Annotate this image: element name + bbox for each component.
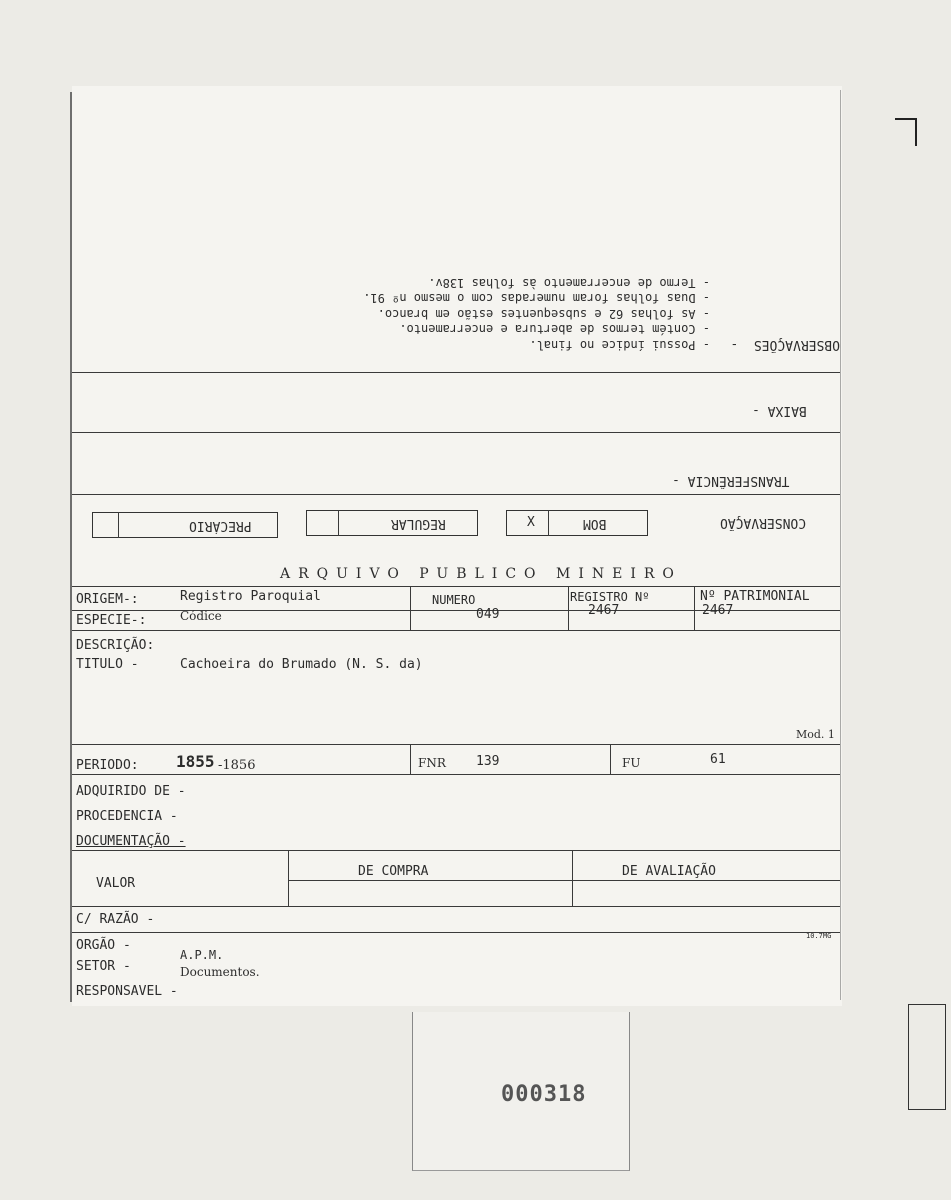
stamp-number: 000318 <box>501 1082 587 1107</box>
observacoes-label: OBSERVAÇÕES - <box>730 337 840 352</box>
divider <box>72 744 840 745</box>
observacao-line: - Duas folhas foram numeradas com o mesmo nº 91. <box>363 291 710 306</box>
observacao-line: - Possui índice no final. <box>529 338 710 352</box>
responsavel-label: RESPONSAVEL - <box>76 984 178 999</box>
periodo-label: PERIODO: <box>76 758 139 773</box>
registro-label: REGISTRO Nº <box>570 590 650 604</box>
stamp-card <box>412 1012 630 1171</box>
column-divider <box>288 850 289 906</box>
registro-value: 2467 <box>588 603 620 618</box>
divider <box>72 906 840 907</box>
fu-label: FU <box>622 756 641 770</box>
divider <box>72 432 840 433</box>
conservacao-label: CONSERVAÇÃO <box>720 515 807 530</box>
corner-crop-mark <box>895 118 917 146</box>
column-divider <box>694 586 695 630</box>
column-divider <box>568 586 569 630</box>
mod-label: Mod. 1 <box>796 728 835 741</box>
titulo-value: Cachoeira do Brumado (N. S. da) <box>180 657 423 672</box>
documentacao-label: DOCUMENTAÇÃO - <box>76 834 186 849</box>
divider <box>288 880 840 881</box>
divider <box>72 586 840 587</box>
especie-value: Códice <box>180 609 222 623</box>
observacao-line: - Contém termos de abertura e encerramento. <box>399 322 710 337</box>
observacao-line: - As folhas 62 e subsequentes estão em branco. <box>377 307 710 321</box>
procedencia-label: PROCEDENCIA - <box>76 809 178 824</box>
conservacao-regular-label: REGULAR <box>391 516 446 531</box>
catalog-card <box>72 86 842 1006</box>
conservacao-bom-box[interactable] <box>506 510 648 536</box>
adquirido-label: ADQUIRIDO DE - <box>76 784 186 799</box>
patrimonial-label: Nº PATRIMONIAL <box>700 589 810 604</box>
form-code: 10.7MG <box>806 932 832 940</box>
titulo-label: TITULO - <box>76 657 139 672</box>
divider <box>72 372 840 373</box>
periodo-start: 1855 <box>176 752 215 771</box>
orgao-label: ORGÃO - <box>76 938 131 953</box>
column-divider <box>410 586 411 630</box>
column-divider <box>610 744 611 774</box>
periodo-end: -1856 <box>218 758 256 773</box>
divider <box>72 774 840 775</box>
transferencia-label: TRANSFERÊNCIA - <box>672 473 790 488</box>
patrimonial-value: 2467 <box>702 603 734 618</box>
setor-value: Documentos. <box>180 965 260 979</box>
divider <box>72 932 840 933</box>
origem-label: ORIGEM-: <box>76 592 139 607</box>
column-divider <box>572 850 573 906</box>
box-divider <box>118 512 119 538</box>
box-divider <box>338 510 339 536</box>
conservacao-precario-box[interactable] <box>92 512 278 538</box>
divider <box>72 850 840 851</box>
descricao-label: DESCRIÇÃO: <box>76 638 155 653</box>
card-left-edge <box>70 92 72 1002</box>
numero-label: NUMERO <box>432 593 476 607</box>
numero-value: 049 <box>476 607 500 622</box>
observacoes-section <box>280 262 840 352</box>
especie-label: ESPECIE-: <box>76 613 147 628</box>
observacao-line: - Termo de encerramento às folhas 138v. <box>428 276 710 290</box>
conservacao-precario-label: PRECÁRIO <box>189 518 252 533</box>
conservacao-bom-label: BOM <box>583 516 607 531</box>
card-right-edge <box>840 90 841 1000</box>
de-compra-label: DE COMPRA <box>358 864 429 879</box>
conservacao-mark: X <box>527 515 535 530</box>
box-divider <box>548 510 549 536</box>
de-avaliacao-label: DE AVALIAÇÃO <box>622 864 716 879</box>
fnr-label: FNR <box>418 756 446 770</box>
fnr-value: 139 <box>476 754 500 769</box>
orgao-value: A.P.M. <box>180 948 224 962</box>
valor-label: VALOR <box>96 876 136 891</box>
baixa-label: BAIXA - <box>752 403 807 418</box>
conservacao-regular-box[interactable] <box>306 510 478 536</box>
side-box-mark <box>908 1004 946 1110</box>
razao-label: C/ RAZÃO - <box>76 912 155 927</box>
observacoes-lines <box>363 275 710 353</box>
fu-value: 61 <box>710 752 726 767</box>
column-divider <box>410 744 411 774</box>
origem-value: Registro Paroquial <box>180 589 321 604</box>
archive-title: ARQUIVO PUBLICO MINEIRO <box>280 566 682 582</box>
divider <box>72 630 840 631</box>
setor-label: SETOR - <box>76 959 131 974</box>
divider <box>72 494 840 495</box>
